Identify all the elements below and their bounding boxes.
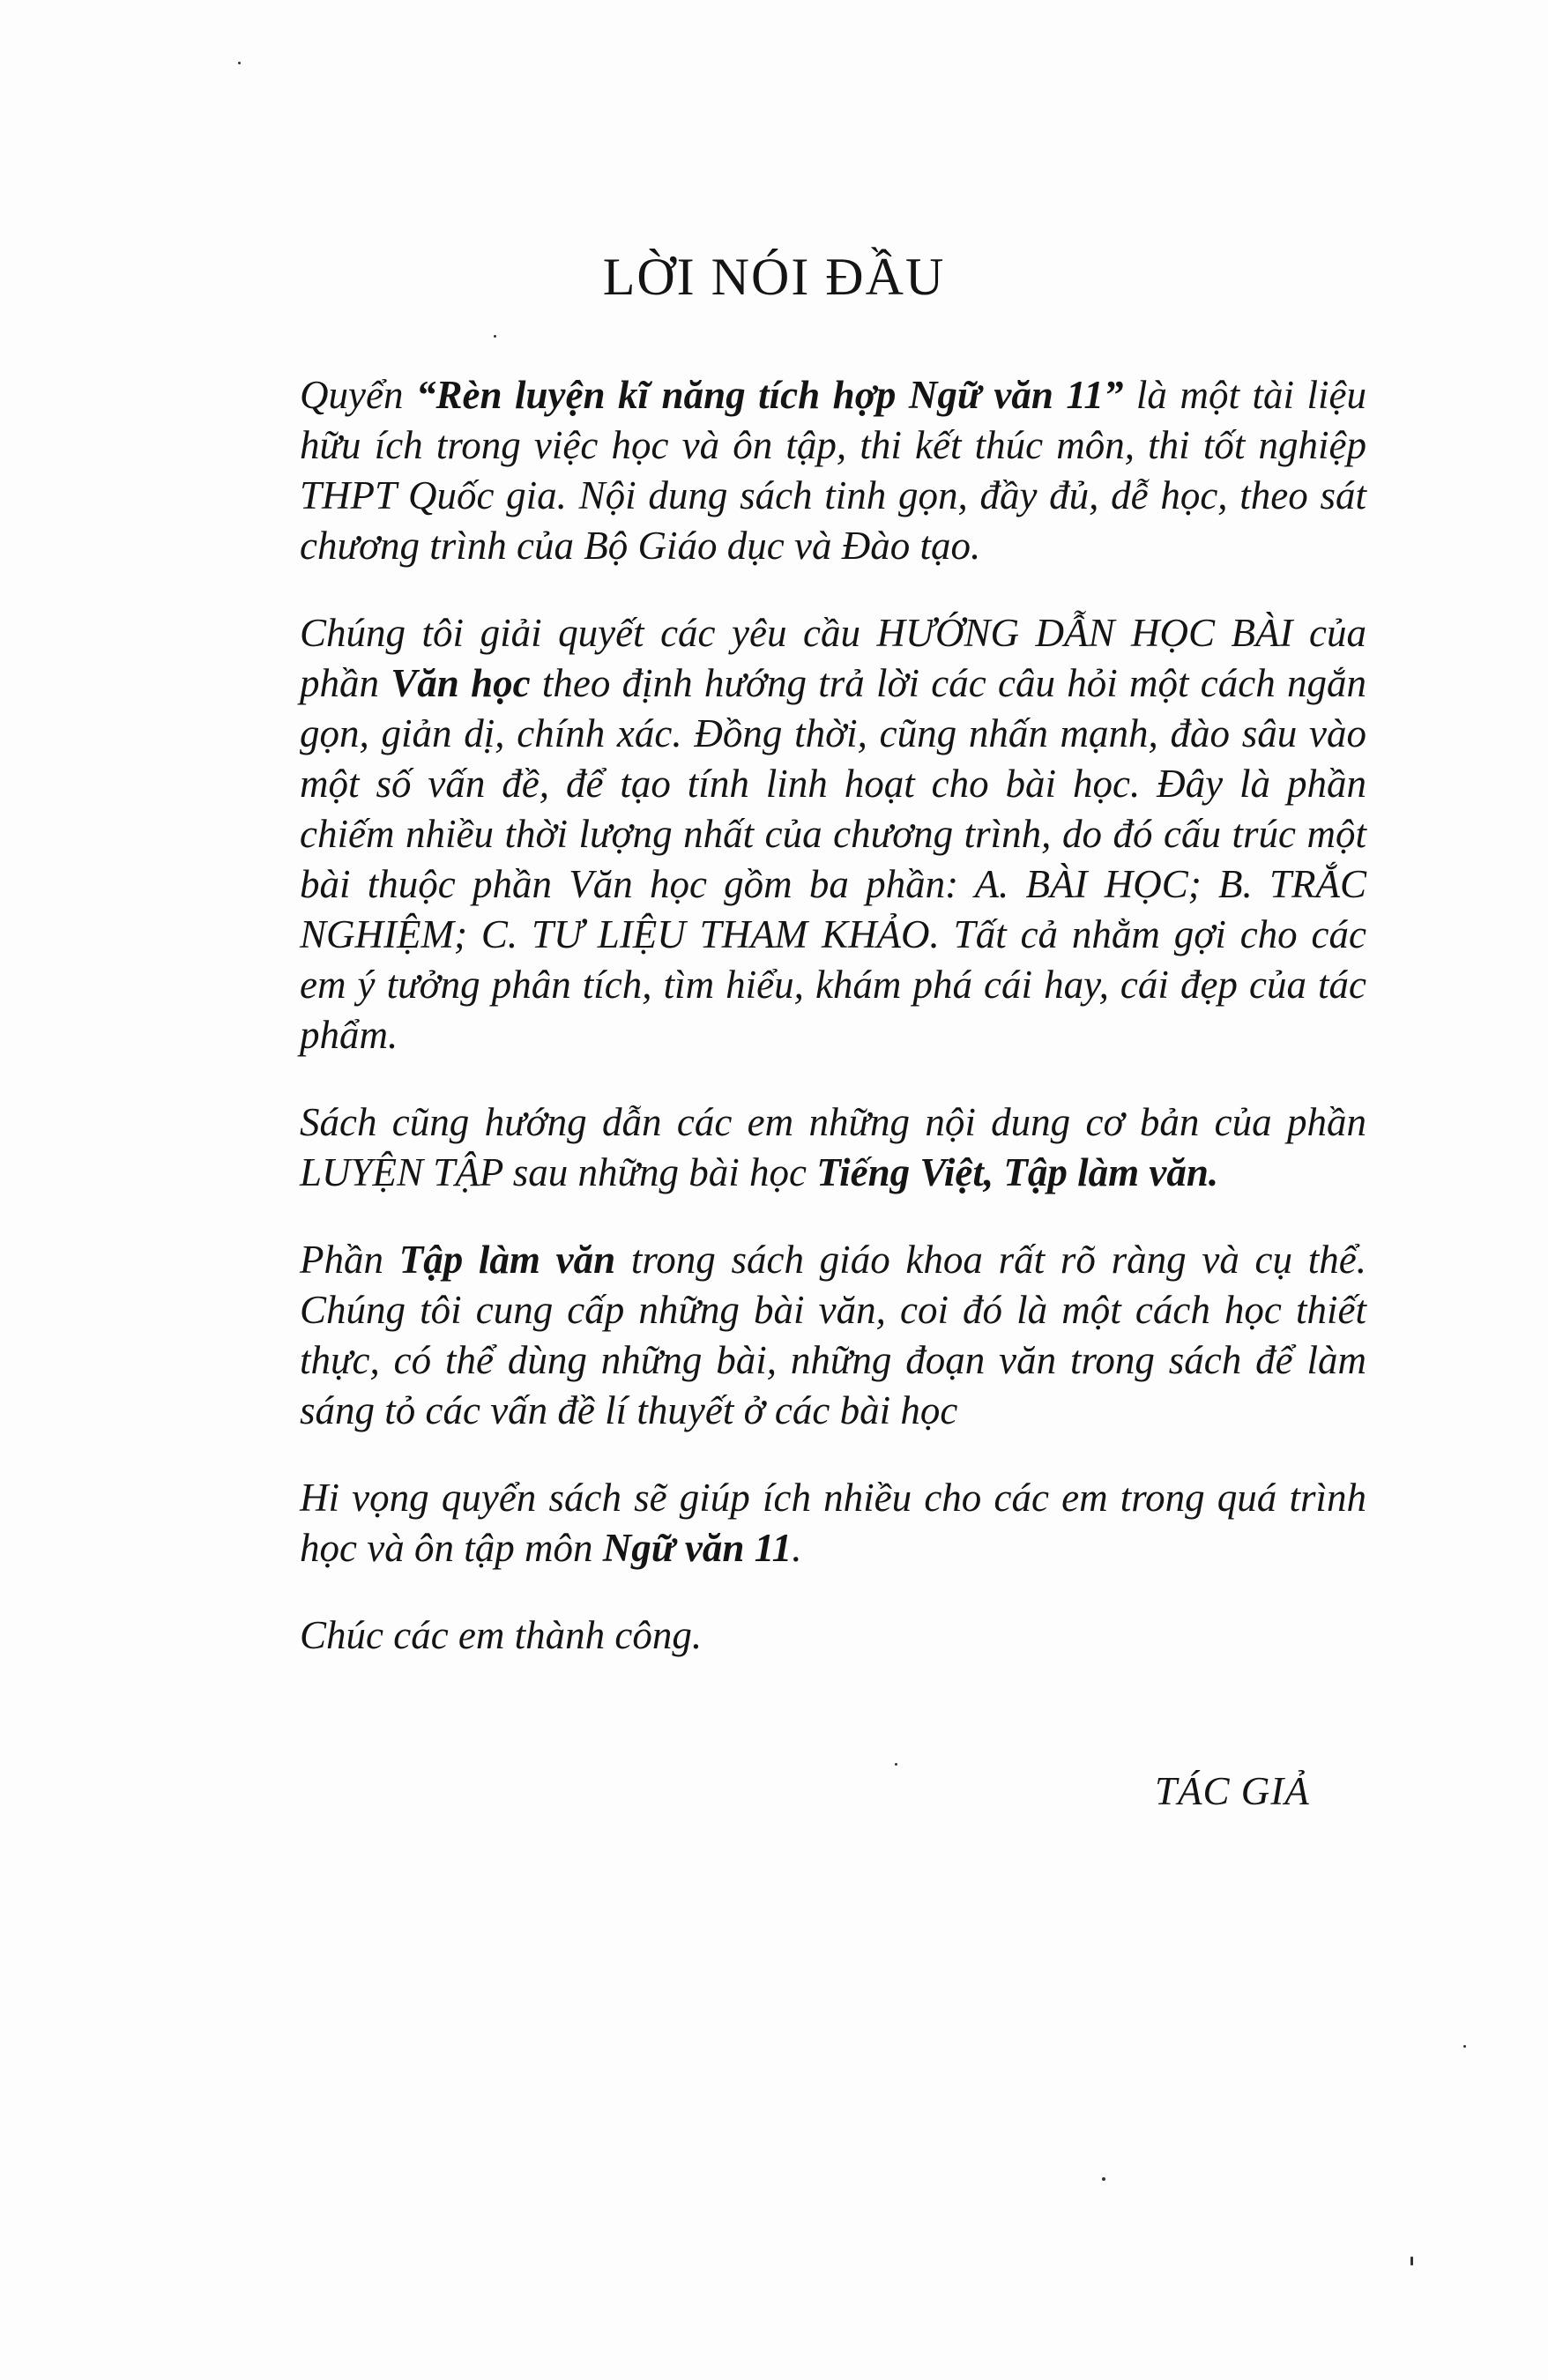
book-title-emphasis: “Rèn luyện kĩ năng tích hợp Ngữ văn 11” bbox=[415, 373, 1124, 417]
paragraph-text: Sách cũng hướng dẫn các em những nội dung cơ bản của phần LUYỆN TẬP sau những bài học bbox=[300, 1100, 1366, 1194]
paragraph-text: Hi vọng quyển sách sẽ giúp ích nhiều cho các em trong quá trình học và ôn tập môn bbox=[300, 1476, 1366, 1570]
paragraph-text: là một tài liệu hữu ích trong việc học và ôn tập, thi kết thúc môn, thi tốt nghiệp THPT Quốc gia. Nội dung sách tinh gọn, đầy đủ, dễ học, theo sát chương trình của Bộ Giáo dục và Đào tạo. bbox=[300, 373, 1366, 568]
paragraph-text: . bbox=[792, 1526, 802, 1570]
author-signature: TÁC GIẢ bbox=[1155, 1769, 1310, 1813]
paragraph-composition bbox=[300, 1235, 1366, 1436]
van-hoc-emphasis: Văn học bbox=[391, 661, 531, 705]
paragraph-method bbox=[300, 608, 1366, 1060]
preface-body bbox=[300, 370, 1366, 1698]
paragraph-closing bbox=[300, 1610, 1366, 1661]
paragraph-text: theo định hướng trả lời các câu hỏi một cách ngắn gọn, giản dị, chính xác. Đồng thời, cũng nhấn mạnh, đào sâu vào một số vấn đề, để tạo tính linh hoạt cho bài học. Đây là phần chiếm nhiều thời lượng nhất của chương trình, do đó cấu trúc một bài thuộc phần Văn học gồm ba phần: A. BÀI HỌC; B. TRẮC NGHIỆM; C. TƯ LIỆU THAM KHẢO. Tất cả nhằm gợi cho các em ý tưởng phân tích, tìm hiểu, khám phá cái hay, cái đẹp của tác phẩm. bbox=[300, 661, 1366, 1057]
scan-speck bbox=[1102, 2177, 1105, 2181]
scan-speck bbox=[1463, 2045, 1466, 2048]
paragraph-text: Chúc các em thành công. bbox=[300, 1613, 703, 1657]
paragraph-intro bbox=[300, 370, 1366, 571]
paragraph-text: Quyển bbox=[300, 373, 416, 417]
paragraph-text: Chúng tôi giải quyết các yêu cầu HƯỚNG DẪN HỌC BÀI của phần bbox=[300, 611, 1366, 705]
ngu-van-emphasis: Ngữ văn 11 bbox=[602, 1526, 793, 1570]
paragraph-text: trong sách giáo khoa rất rõ ràng và cụ thể. Chúng tôi cung cấp những bài văn, coi đó là một cách học thiết thực, có thể dùng những bài, những đoạn văn trong sách để làm sáng tỏ các vấn đề lí thuyết ở các bài học bbox=[300, 1238, 1366, 1432]
paragraph-hope bbox=[300, 1473, 1366, 1573]
paragraph-practice bbox=[300, 1097, 1366, 1198]
scan-speck bbox=[1410, 2257, 1413, 2265]
scan-speck bbox=[895, 1763, 897, 1766]
scan-speck bbox=[494, 335, 496, 338]
page-title: LỜI NÓI ĐẦU bbox=[602, 248, 946, 306]
scan-speck bbox=[238, 62, 241, 64]
paragraph-text: Phần bbox=[300, 1238, 399, 1282]
tap-lam-van-emphasis: Tập làm văn bbox=[398, 1238, 616, 1282]
subjects-emphasis: Tiếng Việt, Tập làm văn. bbox=[816, 1150, 1219, 1194]
